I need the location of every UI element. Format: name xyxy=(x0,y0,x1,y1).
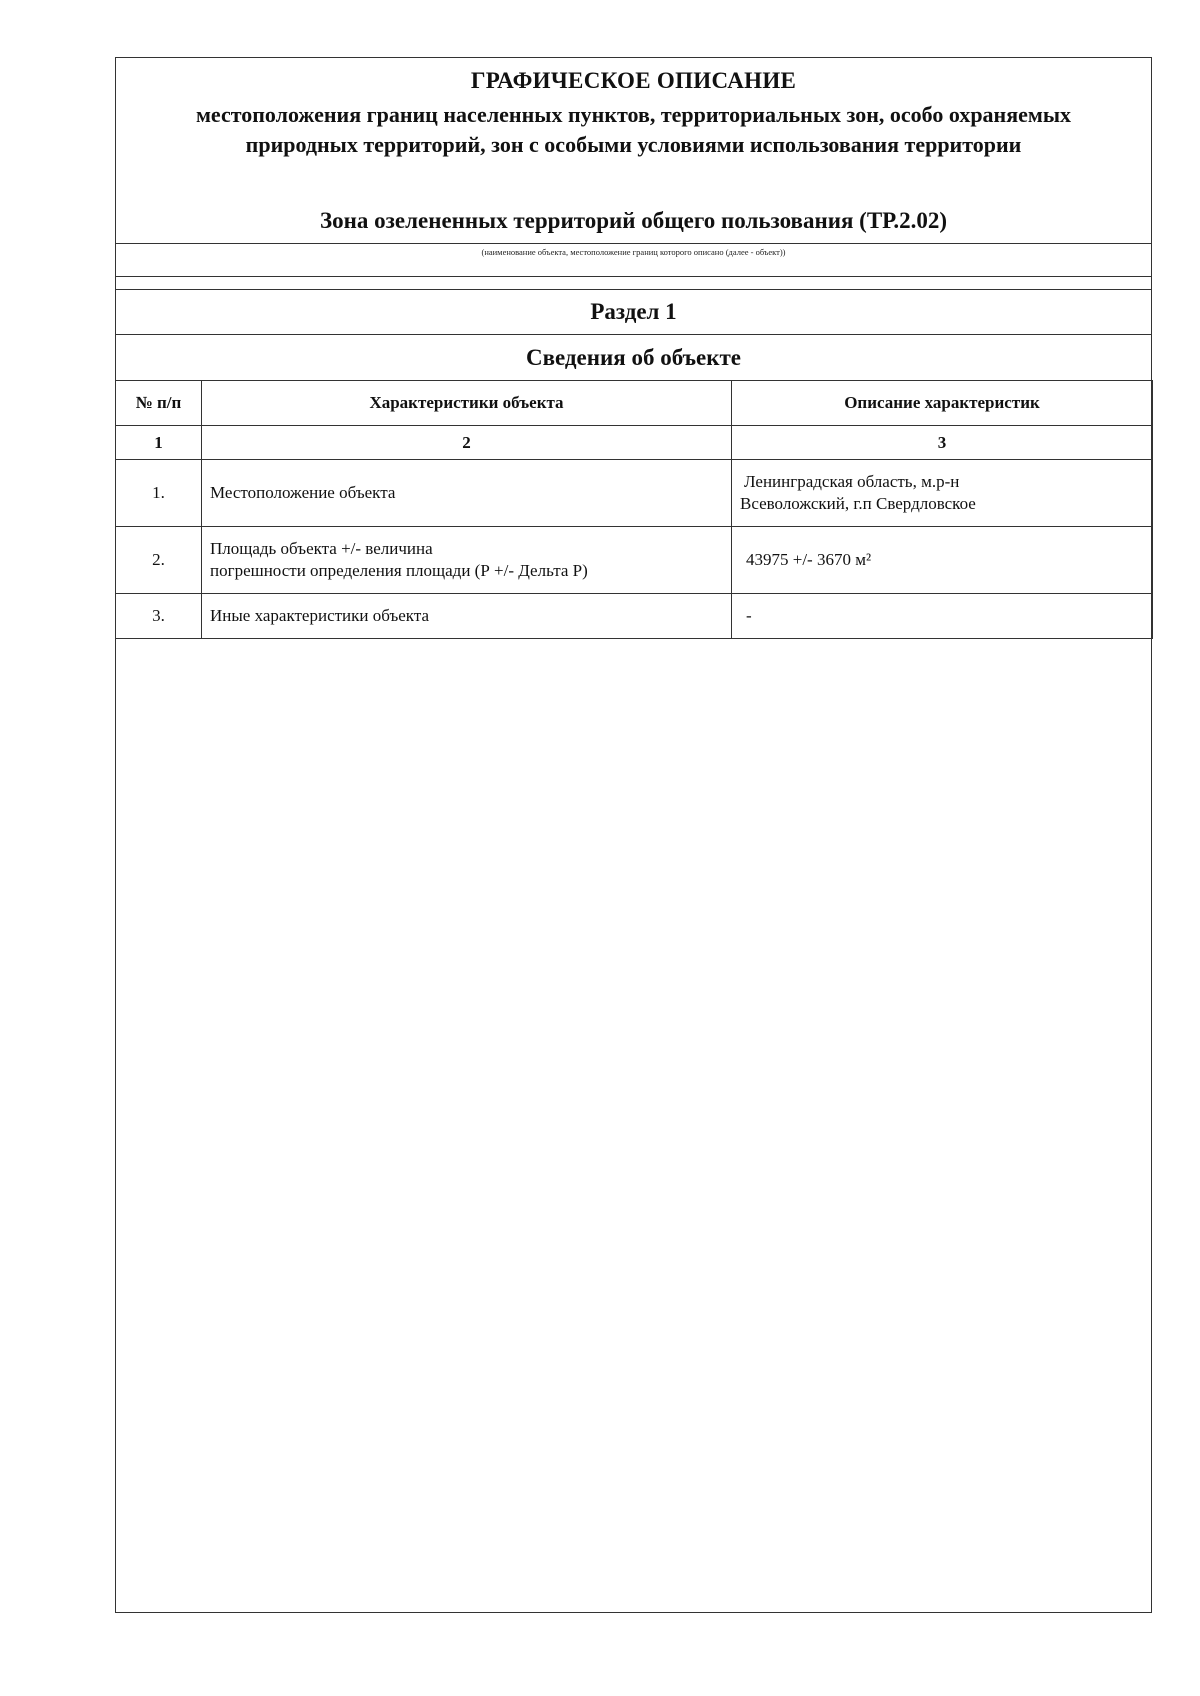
description-text: 43975 +/- 3670 м² xyxy=(746,550,872,569)
divider xyxy=(116,276,1151,277)
description-text: - xyxy=(746,606,752,625)
row-characteristic xyxy=(202,594,732,639)
column-number: 3 xyxy=(732,426,1153,460)
column-number: 1 xyxy=(116,426,202,460)
row-description xyxy=(732,594,1153,639)
table-header-row xyxy=(116,381,1153,426)
row-description xyxy=(732,460,1153,527)
section-title: Раздел 1 xyxy=(590,299,677,324)
table-row xyxy=(116,460,1153,527)
characteristic-text: Местоположение объекта xyxy=(210,483,396,502)
row-characteristic xyxy=(202,527,732,594)
column-number: 2 xyxy=(202,426,732,460)
row-index: 3. xyxy=(116,594,202,639)
column-numbers-row xyxy=(116,426,1153,460)
characteristic-text: Иные характеристики объекта xyxy=(210,606,430,625)
characteristic-text: Площадь объекта +/- величина xyxy=(210,539,433,558)
document-subtitle: местоположения границ населенных пунктов, территориальных зон, особо охраняемых природных территорий, зон с особыми условиями использования территории xyxy=(195,102,1072,157)
column-header-description: Описание характеристик xyxy=(732,381,1153,426)
row-characteristic xyxy=(202,460,732,527)
column-header-number: № п/п xyxy=(116,381,202,426)
row-description xyxy=(732,527,1153,594)
document-title: ГРАФИЧЕСКОЕ ОПИСАНИЕ xyxy=(470,68,797,93)
row-index: 1. xyxy=(116,460,202,527)
column-header-characteristic: Характеристики объекта xyxy=(202,381,732,426)
description-text: Ленинградская область, м.р-н xyxy=(744,472,960,491)
object-name-caption: (наименование объекта, местоположение границ которого описано (далее - объект)) xyxy=(481,247,786,257)
document-header xyxy=(116,58,1151,244)
table-row xyxy=(116,527,1153,594)
characteristic-text: погрешности определения площади (Р +/- Дельта Р) xyxy=(210,561,588,580)
object-name: Зона озелененных территорий общего пользования (ТР.2.02) xyxy=(319,208,947,233)
object-info-table xyxy=(115,380,1153,639)
divider xyxy=(116,243,1151,244)
row-index: 2. xyxy=(116,527,202,594)
table-row xyxy=(116,594,1153,639)
section-subtitle: Сведения об объекте xyxy=(525,345,742,370)
description-text: Всеволожский, г.п Свердловское xyxy=(740,494,976,513)
document-frame xyxy=(115,57,1152,1613)
